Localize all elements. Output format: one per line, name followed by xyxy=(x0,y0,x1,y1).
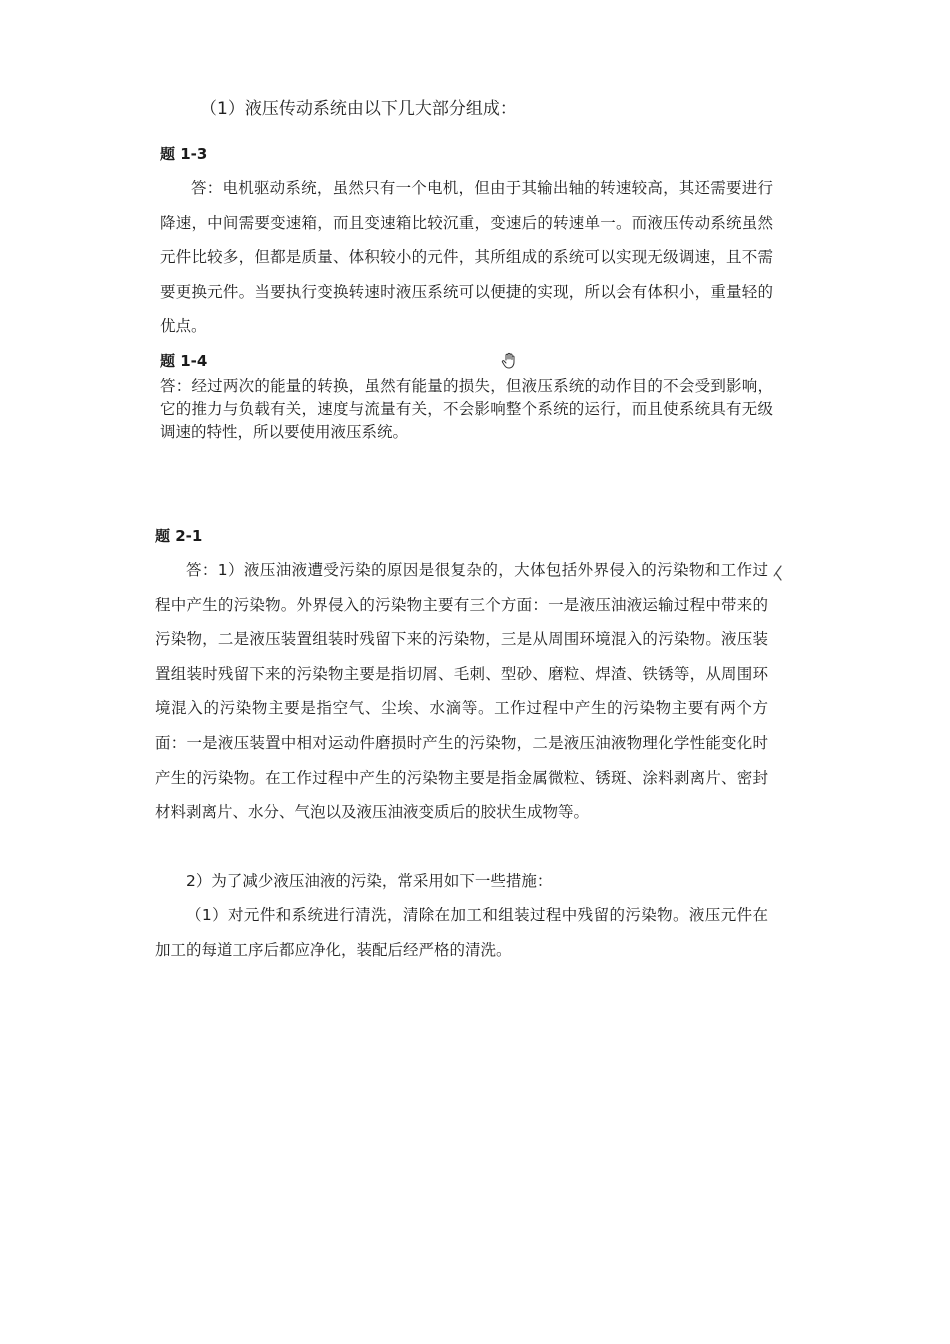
question-1-4-answer: 答：经过两次的能量的转换，虽然有能量的损失，但液压系统的动作目的不会受到影响，它的推力与负载有关，速度与流量有关，不会影响整个系统的运行，而且使系统具有无级调速的特性，所以要使用液压系统。 xyxy=(160,377,773,441)
cropped-top-line: （1）液压传动系统由以下几大部分组成： xyxy=(200,99,517,119)
question-2-1-answer-part2: 2）为了减少液压油液的污染，常采用如下一些措施： xyxy=(186,872,553,890)
question-1-3-title: 题 1-3 xyxy=(160,145,208,163)
question-1-3-answer: 答：电机驱动系统，虽然只有一个电机，但由于其输出轴的转速较高，其还需要进行降速，中间需要变速箱，而且变速箱比较沉重，变速后的转速单一。而液压传动系统虽然元件比较多，但都是质量、体积较小的元件，其所组成的系统可以实现无级调速，且不需要更换元件。当要执行变换转速时液压系统可以便捷的实现，所以会有体积小，重量轻的优点。 xyxy=(160,179,773,336)
margin-mark-icon xyxy=(772,564,786,582)
question-2-1-title: 题 2-1 xyxy=(155,527,203,545)
hand-cursor-icon xyxy=(500,352,518,370)
question-2-1-answer-part3: （1）对元件和系统进行清洗，清除在加工和组装过程中残留的污染物。液压元件在加工的每道工序后都应净化，装配后经严格的清洗。 xyxy=(155,906,768,959)
question-1-4-title: 题 1-4 xyxy=(160,352,208,370)
question-2-1-answer-part1: 答：1）液压油液遭受污染的原因是很复杂的，大体包括外界侵入的污染物和工作过程中产生的污染物。外界侵入的污染物主要有三个方面：一是液压油液运输过程中带来的污染物，二是液压装置组装时残留下来的污染物，三是从周围环境混入的污染物。液压装置组装时残留下来的污染物主要是指切屑、毛刺、型砂、磨粒、焊渣、铁锈等，从周围环境混入的污染物主要是指空气、尘埃、水滴等。工作过程中产生的污染物主要有两个方面：一是液压装置中相对运动件磨损时产生的污染物，二是液压油液物理化学性能变化时产生的污染物。在工作过程中产生的污染物主要是指金属微粒、锈斑、涂料剥离片、密封材料剥离片、水分、气泡以及液压油液变质后的胶状生成物等。 xyxy=(155,561,768,822)
